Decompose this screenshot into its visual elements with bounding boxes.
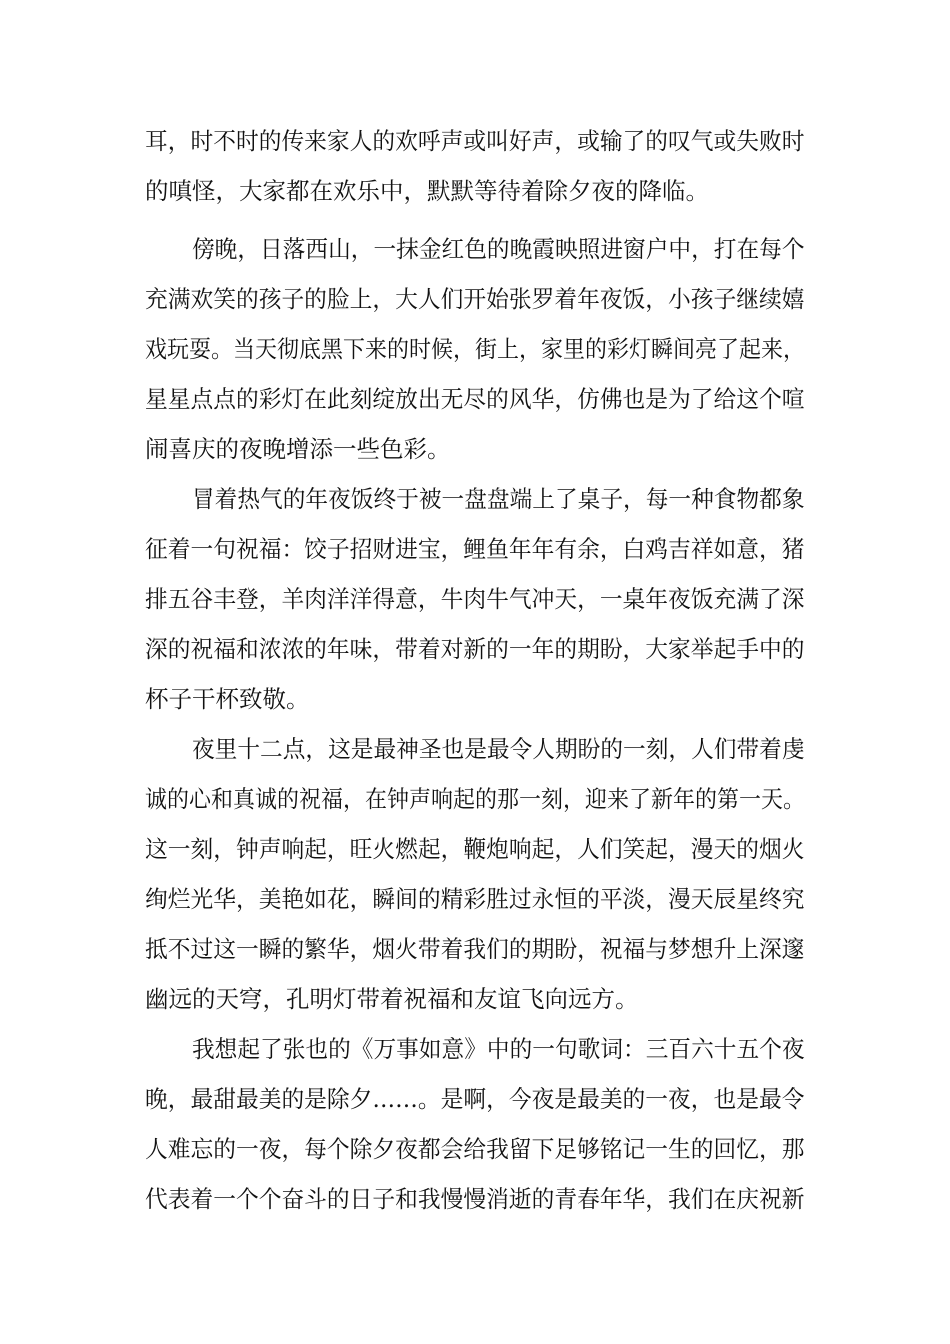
text-line: 征着一句祝福：饺子招财进宝，鲤鱼年年有余，白鸡吉祥如意，猪 — [145, 535, 805, 563]
text-line: 这一刻，钟声响起，旺火燃起，鞭炮响起，人们笑起，漫天的烟火 — [145, 835, 805, 863]
text-line: 杯子干杯致敬。 — [145, 685, 310, 713]
text-line: 戏玩耍。当天彻底黑下来的时候，街上，家里的彩灯瞬间亮了起来， — [145, 335, 806, 363]
paragraph-first-line: 冒着热气的年夜饭终于被一盘盘端上了桌子，每一种食物都象 — [192, 485, 805, 513]
paragraph-first-line: 我想起了张也的《万事如意》中的一句歌词：三百六十五个夜 — [192, 1035, 805, 1063]
text-line: 幽远的天穹，孔明灯带着祝福和友谊飞向远方。 — [145, 985, 639, 1013]
text-line: 闹喜庆的夜晚增添一些色彩。 — [145, 435, 451, 463]
text-line: 深的祝福和浓浓的年味，带着对新的一年的期盼，大家举起手中的 — [145, 635, 805, 663]
paragraph-first-line: 夜里十二点，这是最神圣也是最令人期盼的一刻，人们带着虔 — [192, 735, 805, 763]
text-line: 的嗔怪，大家都在欢乐中，默默等待着除夕夜的降临。 — [145, 177, 709, 205]
text-line: 绚烂光华，美艳如花，瞬间的精彩胜过永恒的平淡，漫天辰星终究 — [145, 885, 805, 913]
text-line: 人难忘的一夜，每个除夕夜都会给我留下足够铭记一生的回忆，那 — [145, 1135, 805, 1163]
text-line: 抵不过这一瞬的繁华，烟火带着我们的期盼，祝福与梦想升上深邃 — [145, 935, 805, 963]
text-line: 排五谷丰登，羊肉洋洋得意，牛肉牛气冲天，一桌年夜饭充满了深 — [145, 585, 805, 613]
text-line: 耳，时不时的传来家人的欢呼声或叫好声，或输了的叹气或失败时 — [145, 127, 805, 155]
text-line: 诚的心和真诚的祝福，在钟声响起的那一刻，迎来了新年的第一天。 — [145, 785, 806, 813]
paragraph-first-line: 傍晚，日落西山，一抹金红色的晚霞映照进窗户中，打在每个 — [192, 235, 805, 263]
text-line: 充满欢笑的孩子的脸上，大人们开始张罗着年夜饭，小孩子继续嬉 — [145, 285, 805, 313]
text-line: 晚，最甜最美的是除夕……。是啊，今夜是最美的一夜，也是最令 — [145, 1085, 805, 1113]
text-line: 星星点点的彩灯在此刻绽放出无尽的风华，仿佛也是为了给这个喧 — [145, 385, 805, 413]
text-line: 代表着一个个奋斗的日子和我慢慢消逝的青春年华，我们在庆祝新 — [145, 1185, 805, 1213]
